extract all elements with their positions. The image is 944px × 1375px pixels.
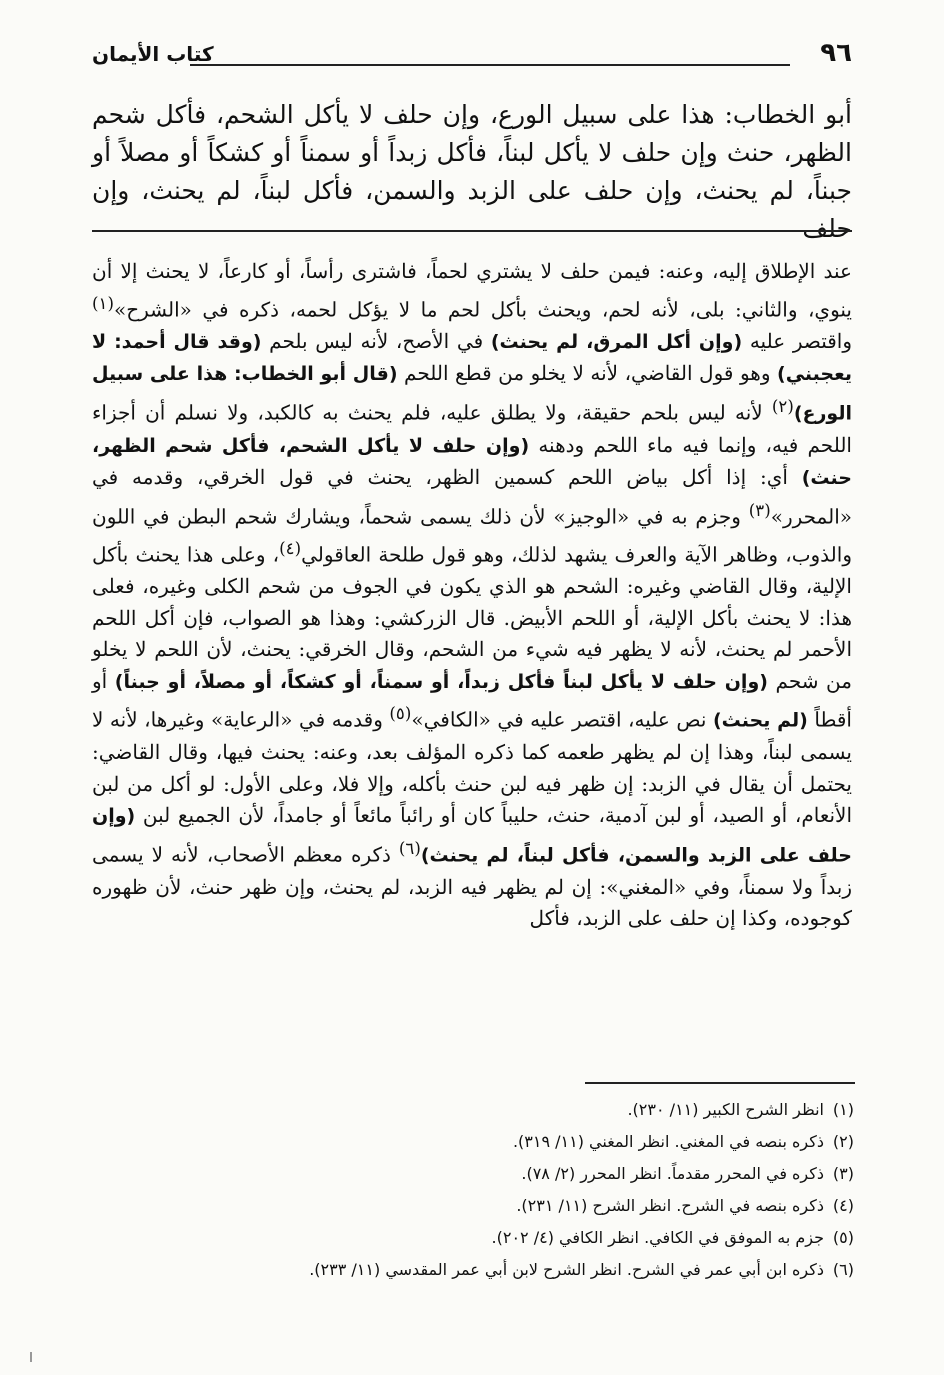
footnote <box>92 1254 854 1286</box>
footnote <box>92 1158 854 1190</box>
footnote-number: (٣) <box>832 1164 854 1183</box>
matn-quote: (وقد قال أحمد: لا يعجبني) <box>92 330 852 386</box>
matn-quote: (وإن أكل المرق، لم يحنث) <box>490 330 743 353</box>
commentary-segment: واقتصر عليه <box>742 328 853 353</box>
footnote <box>92 1222 854 1254</box>
footnote-ref: (٥) <box>389 704 412 724</box>
matn-quote: (قال أبو الخطاب: هذا على سبيل الورع) <box>92 363 852 425</box>
footnote-ref: (١) <box>92 293 114 313</box>
commentary-segment: وجزم به في «الوجيز» لأن ذلك يسمى شحماً، ويشارك شحم البطن في اللون والذوب، وظاهر الآية والعرف يشهد لذلك، وهو قول طلحة العاقولي <box>92 504 852 567</box>
scan-mark <box>30 1352 32 1362</box>
footnote-ref: (٣) <box>748 500 771 520</box>
commentary-text <box>92 256 852 935</box>
footnote <box>92 1126 854 1158</box>
commentary-segment: في الأصح، لأنه ليس بلحم <box>261 328 491 353</box>
matn-quote: (وإن حلف على الزبد والسمن، فأكل لبناً، لم يحنث) <box>92 805 852 867</box>
commentary-segment: نص عليه، اقتصر عليه في «الكافي» <box>411 707 713 732</box>
commentary-segment: وقدمه في «الرعاية» وغيرها، لأنه لا يسمى لبناً، وهذا إن لم يظهر طعمه كما ذكره المؤلف بعد، وعنه: يحنث فيها، وقال القاضي: يحتمل أن يقال في الزبد: إن ظهر فيه لبن حنث بأكله، وإلا فلا، وعلى الأول: لو أكل من لبن الأنعام، أو الصيد، أو لبن آدمية، حنث، حليباً كان أو رائباً مائعاً أو جامداً، لأن الجميع لبن <box>92 707 852 828</box>
footnote-number: (١) <box>832 1100 854 1119</box>
commentary-segment: أو أقطاً <box>92 668 852 732</box>
header-rule <box>190 64 790 66</box>
footnotes <box>92 1094 854 1286</box>
footnote-number: (٢) <box>832 1132 854 1151</box>
footnote-ref: (٦) <box>398 838 421 858</box>
commentary-segment: لأنه ليس بلحم حقيقة، ولا يطلق عليه، فلم يحنث به كالكبد، ولا نسلم أن أجزاء اللحم فيه، وإنما فيه ماء اللحم ودهنه <box>92 400 852 457</box>
commentary-segment: وهو قول القاضي، لأنه لا يخلو من قطع اللحم <box>397 361 778 386</box>
footnote-text: ذكره بنصه في الشرح. انظر الشرح (١١/ ٢٣١). <box>516 1196 824 1215</box>
page-header <box>92 28 852 80</box>
footnote-text: انظر الشرح الكبير (١١/ ٢٣٠). <box>627 1100 824 1119</box>
footnote <box>92 1094 854 1126</box>
footnote-ref: (٤) <box>279 538 302 558</box>
footnote-text: جزم به الموفق في الكافي. انظر الكافي (٤/ ٢٠٢). <box>491 1228 824 1247</box>
commentary-segment: ذكره معظم الأصحاب، لأنه لا يسمى زبداً ولا سمناً، وفي «المغني»: إن لم يظهر فيه الزبد، لم يحنث، وإن ظهر حنث، لأن ظهوره كوجوده، وكذا إن حلف على الزبد، فأكل <box>92 842 852 931</box>
page-number: ٩٦ <box>820 38 852 68</box>
matn-quote: (لم يحنث) <box>712 709 808 732</box>
footnote-number: (٤) <box>832 1196 854 1215</box>
footnote-separator <box>585 1082 855 1084</box>
footnote-number: (٦) <box>832 1260 854 1279</box>
footnote-text: ذكره بنصه في المغني. انظر المغني (١١/ ٣١٩). <box>512 1132 824 1151</box>
matn-separator <box>92 230 852 232</box>
matn-text: أبو الخطاب: هذا على سبيل الورع، وإن حلف لا يأكل الشحم، فأكل شحم الظهر، حنث وإن حلف لا يأكل لبناً، فأكل زبداً أو سمناً أو كشكاً أو مصلاً أو جبناً، لم يحنث، وإن حلف على الزبد والسمن، فأكل لبناً، لم يحنث، وإن حلف <box>92 100 852 243</box>
footnote-number: (٥) <box>832 1228 854 1247</box>
footnote-text: ذكره في المحرر مقدماً. انظر المحرر (٢/ ٧٨). <box>521 1164 824 1183</box>
commentary-segment: عند الإطلاق إليه، وعنه: فيمن حلف لا يشتري لحماً، فاشترى رأساً، أو كارعاً، لا يحنث إلا أن ينوي، والثاني: بلى، لأنه لحم، ويحنث بأكل لحم ما لا يؤكل لحمه، ذكره في «الشرح» <box>92 259 852 322</box>
footnote-ref: (٢) <box>771 396 794 416</box>
matn-quote: (وإن حلف لا يأكل لبناً فأكل زبداً، أو سمناً، أو كشكاً، أو مصلاً، أو جبناً) <box>114 670 768 693</box>
footnote <box>92 1190 854 1222</box>
commentary-segment: أي: إذا أكل بياض اللحم كسمين الظهر، يحنث في قول الخرقي، وقدمه في «المحرر» <box>92 465 852 529</box>
footnote-text: ذكره ابن أبي عمر في الشرح. انظر الشرح لابن أبي عمر المقدسي (١١/ ٢٣٣). <box>309 1260 824 1279</box>
matn-quote: (وإن حلف لا يأكل الشحم، فأكل شحم الظهر، حنث) <box>92 434 852 490</box>
commentary-segment: ، وعلى هذا يحنث بأكل الإلية، وقال القاضي وغيره: الشحم هو الذي يكون في الجوف من شحم الكلى وغيره، فعلى هذا: لا يحنث بأكل الإلية، أو اللحم الأبيض. قال الزركشي: وهذا هو الصواب، فإن أكل اللحم الأحمر لم يحنث، لأنه لا يظهر فيه شيء من الشحم، وقال الخرقي: يحنث، لأن اللحم لا يخلو من شحم <box>92 542 852 693</box>
running-title: كتاب الأيمان <box>92 42 214 66</box>
